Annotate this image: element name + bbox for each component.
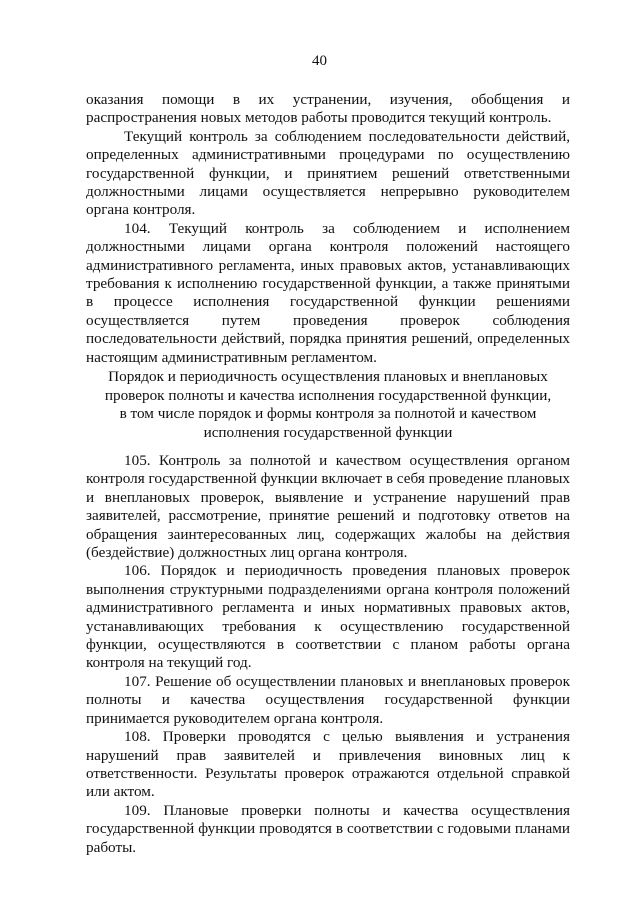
paragraph-block-top [86, 91, 570, 367]
paragraph-current-control: Текущий контроль за соблюдением последовательности действий, определенных административными процедурами по осуществлению государственной функции, и принятием решений ответственными должностными лицами осуществляется непрерывно руководителем органа контроля. [86, 127, 570, 219]
paragraph-108: 108. Проверки проводятся с целью выявления и устранения нарушений прав заявителей и привлечения виновных лиц к ответственности. Результаты проверок отражаются отдельной справкой или актом. [86, 728, 570, 801]
paragraph-continuation: оказания помощи в их устранении, изучения, обобщения и распространения новых методов работы проводится текущий контроль. [86, 91, 570, 127]
paragraph-109: 109. Плановые проверки полноты и качества осуществления государственной функции проводятся в соответствии с годовыми планами работы. [86, 801, 570, 856]
paragraph-106: 106. Порядок и периодичность проведения плановых проверок выполнения структурными подразделениями органа контроля положений административного регламента и иных нормативных правовых актов, устанавливающих требования к осуществлению государственной функции, осуществляются в соответствии с планом работы органа контроля на текущий год. [86, 562, 570, 672]
section-heading [86, 368, 570, 442]
section-heading-line: в том числе порядок и формы контроля за полнотой и качеством [119, 405, 537, 423]
page-number: 40 [312, 53, 327, 69]
paragraph-104: 104. Текущий контроль за соблюдением и исполнением должностными лицами органа контроля положений настоящего административного регламента, иных правовых актов, устанавливающих требования к исполнению государственной функции, а также принятыми в процессе исполнения государственной функции решениями осуществляется путем проведения проверок соблюдения последовательности действий, порядка принятия решений, определенных настоящим административным регламентом. [86, 219, 570, 366]
section-heading-line: проверок полноты и качества исполнения государственной функции, [104, 386, 552, 404]
paragraph-block-bottom [86, 452, 570, 857]
section-heading-line: исполнения государственной функции [203, 423, 453, 441]
section-heading-line: Порядок и периодичность осуществления плановых и внеплановых [108, 368, 548, 385]
paragraph-105: 105. Контроль за полнотой и качеством осуществления органом контроля государственной функции включает в себя проведение плановых и внеплановых проверок, выявление и устранение нарушений прав заявителей, рассмотрение, принятие решений и подготовку ответов на обращения заинтересованных лиц, содержащих жалобы на действия (бездействие) должностных лиц органа контроля. [86, 452, 570, 562]
paragraph-107: 107. Решение об осуществлении плановых и внеплановых проверок полноты и качества осуществления государственной функции принимается руководителем органа контроля. [86, 672, 570, 727]
